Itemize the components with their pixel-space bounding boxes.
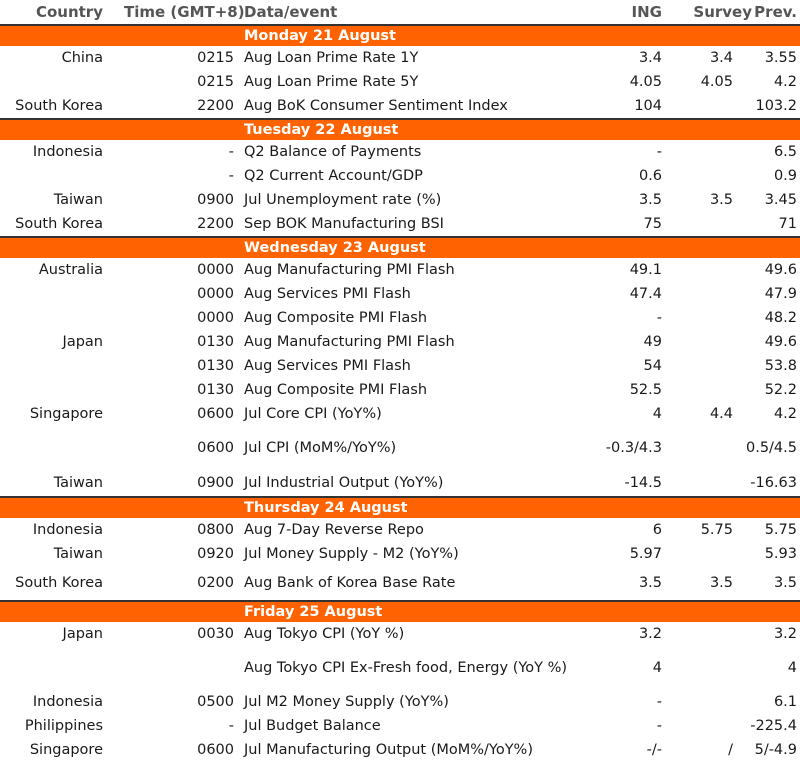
cell-time: 0200 xyxy=(197,575,234,591)
day-header xyxy=(0,600,800,622)
table-row xyxy=(0,738,800,762)
cell-prev: -16.63 xyxy=(750,475,797,491)
cell-prev: 3.45 xyxy=(764,192,797,208)
cell-event: Jul Money Supply - M2 (YoY%) xyxy=(244,546,459,562)
cell-time: 2200 xyxy=(197,98,234,114)
table-row xyxy=(0,164,800,188)
cell-event: Jul M2 Money Supply (YoY%) xyxy=(244,694,449,710)
cell-country: Taiwan xyxy=(53,546,103,562)
cell-ing: 47.4 xyxy=(629,286,662,302)
cell-ing: 104 xyxy=(634,98,662,114)
cell-ing: 49.1 xyxy=(629,262,662,278)
cell-event: Aug BoK Consumer Sentiment Index xyxy=(244,98,508,114)
cell-prev: 4.2 xyxy=(773,406,797,422)
cell-ing: 6 xyxy=(652,522,662,538)
cell-ing: - xyxy=(656,144,662,160)
cell-prev: 3.2 xyxy=(773,626,797,642)
cell-event: Jul Industrial Output (YoY%) xyxy=(244,475,444,491)
table-row xyxy=(0,402,800,426)
table-row xyxy=(0,46,800,70)
cell-country: China xyxy=(61,50,103,66)
table-row xyxy=(0,212,800,236)
day-label: Thursday 24 August xyxy=(244,500,408,516)
cell-ing: -/- xyxy=(646,742,662,758)
cell-prev: -225.4 xyxy=(750,718,797,734)
cell-event: Aug Tokyo CPI (YoY %) xyxy=(244,626,405,642)
cell-country: Singapore xyxy=(29,406,103,422)
cell-event: Jul Manufacturing Output (MoM%/YoY%) xyxy=(244,742,533,758)
cell-time: 0800 xyxy=(197,522,234,538)
cell-event: Aug Services PMI Flash xyxy=(244,358,411,374)
cell-ing: 4.05 xyxy=(629,74,662,90)
cell-country: Philippines xyxy=(24,718,103,734)
cell-survey: / xyxy=(728,742,733,758)
cell-prev: 4 xyxy=(787,660,797,676)
cell-ing: 4 xyxy=(652,660,662,676)
cell-ing: - xyxy=(656,694,662,710)
cell-ing: - xyxy=(656,310,662,326)
cell-ing: 0.6 xyxy=(638,168,662,184)
cell-event: Aug Bank of Korea Base Rate xyxy=(244,575,456,591)
cell-event: Q2 Current Account/GDP xyxy=(244,168,423,184)
cell-event: Aug Tokyo CPI Ex-Fresh food, Energy (YoY %) xyxy=(244,660,568,676)
header-country: Country xyxy=(35,3,103,21)
cell-time: 0500 xyxy=(197,694,234,710)
cell-time: 0900 xyxy=(197,192,234,208)
cell-time: 0600 xyxy=(197,742,234,758)
cell-prev: 4.2 xyxy=(773,74,797,90)
header-event: Data/event xyxy=(244,3,338,21)
cell-country: Japan xyxy=(62,334,103,350)
cell-ing: -0.3/4.3 xyxy=(605,440,662,456)
cell-survey: 3.5 xyxy=(709,192,733,208)
cell-ing: - xyxy=(656,718,662,734)
cell-country: South Korea xyxy=(15,575,103,591)
cell-time: 0000 xyxy=(197,310,234,326)
table-row xyxy=(0,470,800,496)
table-row xyxy=(0,622,800,646)
cell-prev: 103.2 xyxy=(755,98,797,114)
cell-time: 0130 xyxy=(197,358,234,374)
cell-ing: 3.5 xyxy=(638,192,662,208)
cell-event: Aug Manufacturing PMI Flash xyxy=(244,334,455,350)
cell-survey: 3.4 xyxy=(709,50,733,66)
cell-ing: 75 xyxy=(643,216,662,232)
cell-time: - xyxy=(228,718,234,734)
cell-event: Sep BOK Manufacturing BSI xyxy=(244,216,444,232)
cell-time: 0215 xyxy=(197,74,234,90)
cell-time: - xyxy=(228,168,234,184)
cell-country: Taiwan xyxy=(53,192,103,208)
cell-ing: 4 xyxy=(652,406,662,422)
cell-survey: 5.75 xyxy=(700,522,733,538)
cell-prev: 5.93 xyxy=(764,546,797,562)
table-row xyxy=(0,714,800,738)
cell-time: 0030 xyxy=(197,626,234,642)
cell-prev: 49.6 xyxy=(764,334,797,350)
cell-time: 0600 xyxy=(197,406,234,422)
table-row xyxy=(0,188,800,212)
cell-time: 0215 xyxy=(197,50,234,66)
day-header xyxy=(0,496,800,518)
cell-time: - xyxy=(228,144,234,160)
cell-event: Aug Composite PMI Flash xyxy=(244,310,428,326)
table-row xyxy=(0,426,800,470)
day-header xyxy=(0,118,800,140)
cell-prev: 53.8 xyxy=(764,358,797,374)
cell-time: 2200 xyxy=(197,216,234,232)
cell-ing: 5.97 xyxy=(629,546,662,562)
cell-prev: 49.6 xyxy=(764,262,797,278)
cell-ing: 3.2 xyxy=(638,626,662,642)
header-prev: Prev. xyxy=(754,3,797,21)
day-label: Monday 21 August xyxy=(244,28,396,44)
cell-ing: 52.5 xyxy=(629,382,662,398)
cell-survey: 3.5 xyxy=(709,575,733,591)
table-row xyxy=(0,282,800,306)
cell-event: Aug 7-Day Reverse Repo xyxy=(244,522,424,538)
cell-country: Australia xyxy=(38,262,103,278)
cell-prev: 71 xyxy=(778,216,797,232)
cell-time: 0920 xyxy=(197,546,234,562)
cell-prev: 52.2 xyxy=(764,382,797,398)
cell-survey: 4.4 xyxy=(709,406,733,422)
cell-prev: 6.5 xyxy=(773,144,797,160)
table-header xyxy=(0,0,800,24)
cell-prev: 3.55 xyxy=(764,50,797,66)
table-row xyxy=(0,258,800,282)
day-header xyxy=(0,24,800,46)
cell-prev: 47.9 xyxy=(764,286,797,302)
cell-ing: 54 xyxy=(643,358,662,374)
cell-event: Aug Services PMI Flash xyxy=(244,286,411,302)
cell-country: Indonesia xyxy=(32,144,103,160)
table-row xyxy=(0,306,800,330)
cell-country: Taiwan xyxy=(53,475,103,491)
cell-prev: 5/-4.9 xyxy=(754,742,797,758)
cell-time: 0000 xyxy=(197,286,234,302)
table-row xyxy=(0,646,800,690)
table-row xyxy=(0,330,800,354)
cell-country: South Korea xyxy=(15,216,103,232)
cell-ing: 3.4 xyxy=(638,50,662,66)
table-row xyxy=(0,518,800,542)
table-body xyxy=(0,24,800,762)
table-row xyxy=(0,70,800,94)
cell-ing: 49 xyxy=(643,334,662,350)
cell-event: Jul Unemployment rate (%) xyxy=(244,192,442,208)
day-label: Wednesday 23 August xyxy=(244,240,426,256)
table-row xyxy=(0,566,800,600)
cell-time: 0600 xyxy=(197,440,234,456)
cell-country: Japan xyxy=(62,626,103,642)
cell-event: Aug Composite PMI Flash xyxy=(244,382,428,398)
cell-event: Aug Manufacturing PMI Flash xyxy=(244,262,455,278)
cell-country: Indonesia xyxy=(32,694,103,710)
table-row xyxy=(0,542,800,566)
day-label: Tuesday 22 August xyxy=(244,122,399,138)
header-survey: Survey xyxy=(693,3,752,21)
cell-prev: 5.75 xyxy=(764,522,797,538)
header-ing: ING xyxy=(631,3,662,21)
cell-event: Q2 Balance of Payments xyxy=(244,144,422,160)
table-row xyxy=(0,378,800,402)
cell-time: 0900 xyxy=(197,475,234,491)
cell-event: Aug Loan Prime Rate 1Y xyxy=(244,50,419,66)
cell-event: Jul CPI (MoM%/YoY%) xyxy=(244,440,397,456)
day-header xyxy=(0,236,800,258)
header-time: Time (GMT+8) xyxy=(124,3,245,21)
cell-event: Jul Core CPI (YoY%) xyxy=(244,406,382,422)
day-label: Friday 25 August xyxy=(244,604,383,620)
cell-time: 0000 xyxy=(197,262,234,278)
cell-ing: -14.5 xyxy=(624,475,662,491)
cell-ing: 3.5 xyxy=(638,575,662,591)
table-row xyxy=(0,140,800,164)
cell-prev: 0.5/4.5 xyxy=(745,440,797,456)
cell-time: 0130 xyxy=(197,382,234,398)
table-row xyxy=(0,354,800,378)
cell-event: Jul Budget Balance xyxy=(244,718,381,734)
cell-country: South Korea xyxy=(15,98,103,114)
cell-country: Indonesia xyxy=(32,522,103,538)
cell-prev: 48.2 xyxy=(764,310,797,326)
table-row xyxy=(0,94,800,118)
cell-prev: 6.1 xyxy=(773,694,797,710)
cell-prev: 3.5 xyxy=(773,575,797,591)
cell-time: 0130 xyxy=(197,334,234,350)
cell-event: Aug Loan Prime Rate 5Y xyxy=(244,74,419,90)
table-row xyxy=(0,690,800,714)
cell-survey: 4.05 xyxy=(700,74,733,90)
cell-prev: 0.9 xyxy=(773,168,797,184)
cell-country: Singapore xyxy=(29,742,103,758)
